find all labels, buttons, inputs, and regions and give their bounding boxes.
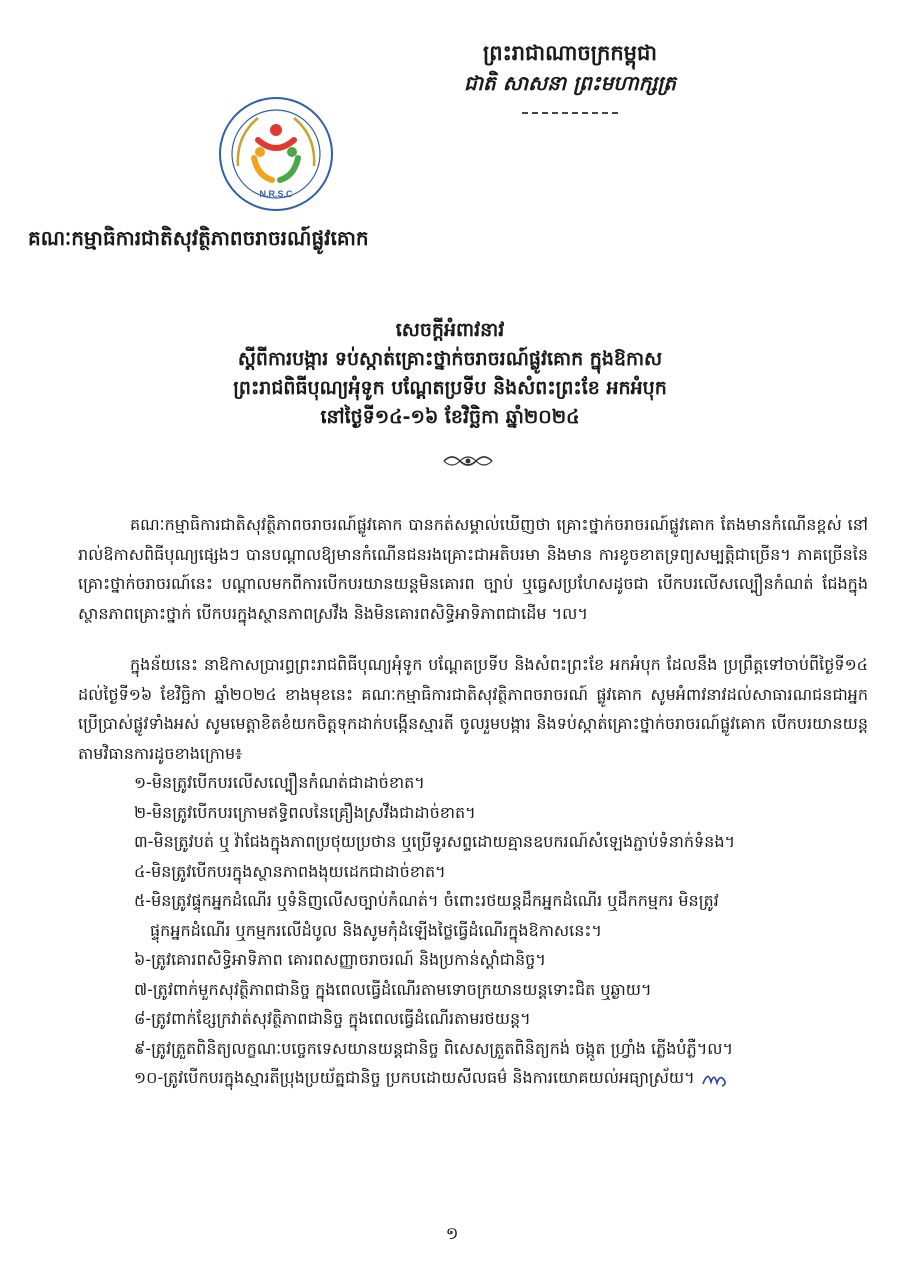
organization-name: គណៈកម្មាធិការជាតិសុវត្ថិភាពចរាចរណ៍ផ្លូវគោក xyxy=(28,226,369,250)
paragraph-2: ក្នុងន័យនេះ នាឱកាសប្រារព្ធព្រះរាជពិធីបុណ្យអុំទូក បណ្ដែតប្រទីប និងសំពះព្រះខែ អកអំបុក ដែលនឹង ប្រព្រឹត្តទៅចាប់ពីថ្ងៃទី១៤ ដល់ថ្ងៃទី១៦ ខែវិច្ឆិកា ឆ្នាំ២០២៤ ខាងមុខនេះ គណៈកម្មាធិការជាតិសុវត្ថិភាពចរាចរណ៍ ផ្លូវគោក សូមអំពាវនាវដល់សាធារណជនជាអ្នកប្រើប្រាស់ផ្លូវទាំងអស់ សូមមេត្តាខិតខំយកចិត្តទុកដាក់បង្កើនស្មារតី ចូលរួមបង្ការ និងទប់ស្កាត់គ្រោះថ្នាក់ចរាចរណ៍ផ្លូវគោក បើកបរយានយន្តតាមវិធានការដូចខាងក្រោម៖ xyxy=(78,655,868,763)
handwritten-initials-icon xyxy=(700,1068,730,1090)
list-item-text: ៥-មិនត្រូវផ្ទុកអ្នកដំណើរ ឬទំនិញលើសច្បាប់កំណត់។ ចំពោះរថយន្តដឹកអ្នកដំណើរ ឬដឹកកម្មករ មិនត្រូវ xyxy=(134,891,719,910)
ornament-divider-icon xyxy=(440,450,496,472)
list-item: ៨-ត្រូវពាក់ខ្សែក្រវាត់សុវត្ថិភាពជានិច្ច ក្នុងពេលធ្វើដំណើរតាមរថយន្ត។ xyxy=(134,1009,531,1028)
measures-list xyxy=(78,768,868,1093)
paragraph-1: គណៈកម្មាធិការជាតិសុវត្ថិភាពចរាចរណ៍ផ្លូវគោក បានកត់សម្គាល់ឃើញថា គ្រោះថ្នាក់ចរាចរណ៍ផ្លូវគោក តែងមានកំណើនខ្ពស់ នៅរាល់ឱកាសពិធីបុណ្យផ្សេងៗ បានបណ្ដាលឱ្យមានកំណើនជនរងគ្រោះជាអតិបរមា និងមាន ការខូចខាតទ្រព្យសម្បត្តិជាច្រើន។ ភាគច្រើននៃគ្រោះថ្នាក់ចរាចរណ៍នេះ បណ្ដាលមកពីការបើកបរយានយន្តមិនគោរព ច្បាប់ ឬធ្វេសប្រហែសដូចជា បើកបរលើសល្បឿនកំណត់ ជែងក្នុងស្ថានភាពគ្រោះថ្នាក់ បើកបរក្នុងស្ថានភាពស្រវឹង និងមិនគោរពសិទ្ធិអាទិភាពជាដើម ។ល។ xyxy=(78,515,868,623)
list-item: ៤-មិនត្រូវបើកបរក្នុងស្ថានភាពងងុយដេកជាដាច់ខាត។ xyxy=(134,861,446,881)
title-line-1: សេចក្ដីអំពាវនាវ xyxy=(395,319,505,341)
document-title xyxy=(100,316,800,432)
list-item: ៧-ត្រូវពាក់មួកសុវត្ថិភាពជានិច្ច ក្នុងពេលធ្វើដំណើរតាមទោចក្រយានយន្តទោះជិត ឬឆ្ងាយ។ xyxy=(134,979,652,999)
list-item-continuation: ផ្ទុកអ្នកដំណើរ ឬកម្មករលើដំបូល និងសូមកុំដំឡើងថ្លៃធ្វើដំណើរក្នុងឱកាសនេះ។ xyxy=(150,920,602,940)
title-line-4: នៅថ្ងៃទី១៤-១៦ ខែវិច្ឆិកា ឆ្នាំ២០២៤ xyxy=(320,406,580,428)
header-divider xyxy=(522,112,618,114)
list-item: ៦-ត្រូវគោរពសិទ្ធិអាទិភាព គោរពសញ្ញាចរាចរណ៍ និងប្រកាន់ស្ដាំជានិច្ច។ xyxy=(134,950,546,969)
kingdom-name: ព្រះរាជាណាចក្រកម្ពុជា xyxy=(482,41,657,65)
list-item: ២-មិនត្រូវបើកបរក្រោមឥទ្ធិពលនៃគ្រឿងស្រវឹងជាដាច់ខាត។ xyxy=(134,802,476,822)
kingdom-header xyxy=(440,38,700,114)
list-item: ៣-មិនត្រូវបត់ ឬ វ៉ាជែងក្នុងភាពប្រថុយប្រថាន ឬប្រើទូរសព្ទដោយគ្មានឧបករណ៍សំឡេងភ្ជាប់ទំនាក់ទំនង។ xyxy=(134,832,736,851)
title-line-3: ព្រះរាជពិធីបុណ្យអុំទូក បណ្ដែតប្រទីប និងសំពះព្រះខែ អកអំបុក xyxy=(233,377,667,399)
list-item-text: ១០-ត្រូវបើកបរក្នុងស្មារតីប្រុងប្រយ័ត្នជានិច្ច ប្រកបដោយសីលធម៌ និងការយោគយល់អធ្យាស្រ័យ។ xyxy=(134,1068,695,1087)
document-body xyxy=(78,510,868,1093)
list-item: ៩-ត្រូវត្រួតពិនិត្យលក្ខណៈបច្ចេកទេសយានយន្តជានិច្ច ពិសេសត្រួតពិនិត្យកង់ ចង្កូត ហ្វ្រាំង ភ្លើងបំភ្លឺ។ល។ xyxy=(134,1038,734,1058)
list-item xyxy=(78,1063,868,1093)
list-item: ១-មិនត្រូវបើកបរលើសល្បឿនកំណត់ជាដាច់ខាត។ xyxy=(134,773,425,792)
page-number: ១ xyxy=(445,1224,459,1244)
national-motto: ជាតិ សាសនា ព្រះមហាក្សត្រ xyxy=(464,71,676,95)
logo-text: N.R.S.C xyxy=(259,189,293,199)
list-item xyxy=(78,886,868,945)
nrsc-logo-icon xyxy=(218,96,334,212)
title-line-2: ស្ដីពីការបង្ការ ទប់ស្កាត់គ្រោះថ្នាក់ចរាចរណ៍ផ្លូវគោក ក្នុងឱកាស xyxy=(237,348,663,370)
